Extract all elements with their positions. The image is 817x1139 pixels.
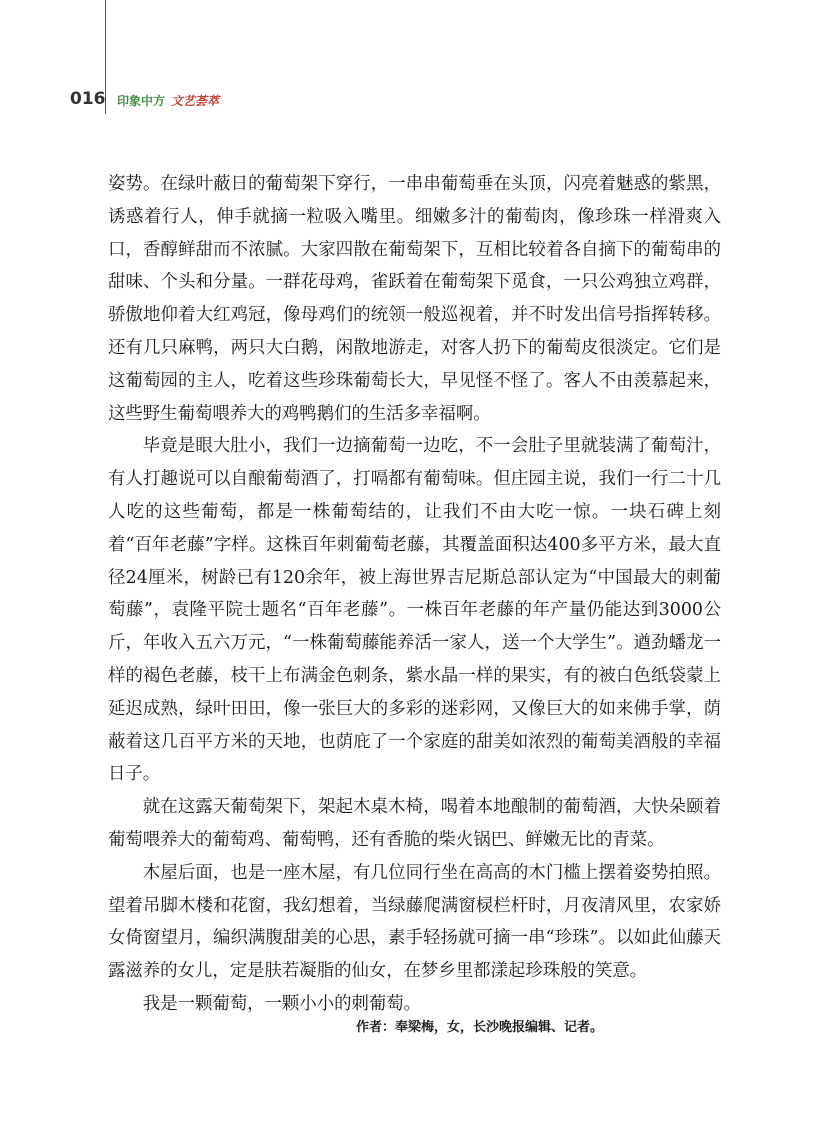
section-name: 文艺荟萃: [171, 94, 220, 108]
publication-name: 印象中方: [117, 94, 166, 108]
running-header: [117, 92, 219, 109]
paragraph-3: 就在这露天葡萄架下，架起木桌木椅，喝着本地酿制的葡萄酒，大快朵颐着葡萄喂养大的葡萄鸡、葡萄鸭，还有香脆的柴火锅巴、鲜嫩无比的青菜。: [108, 797, 721, 850]
paragraph-5: 我是一颗葡萄，一颗小小的刺葡萄。: [142, 993, 422, 1014]
paragraph-1: 姿势。在绿叶蔽日的葡萄架下穿行，一串串葡萄垂在头顶，闪亮着魅惑的紫黑，诱惑着行人，伸手就摘一粒吸入嘴里。细嫩多汁的葡萄肉，像珍珠一样滑爽入口，香醇鲜甜而不浓腻。大家四散在葡萄架下，互相比较着各自摘下的葡萄串的甜味、个头和分量。一群花母鸡，雀跃着在葡萄架下觅食，一只公鸡独立鸡群，骄傲地仰着大红鸡冠，像母鸡们的统领一般巡视着，并不时发出信号指挥转移。还有几只麻鸭，两只大白鹅，闲散地游走，对客人扔下的葡萄皮很淡定。它们是这葡萄园的主人，吃着这些珍珠葡萄长大，早见怪不怪了。客人不由羡慕起来，这些野生葡萄喂养大的鸡鸭鹅们的生活多幸福啊。: [108, 174, 721, 424]
author-credit: 作者：奉梁梅，女，长沙晚报编辑、记者。: [356, 1020, 604, 1035]
paragraph-4: 木屋后面，也是一座木屋，有几位同行坐在高高的木门槛上摆着姿势拍照。望着吊脚木楼和花窗，我幻想着，当绿藤爬满窗棂栏杆时，月夜清风里，农家娇女倚窗望月，编织满腹甜美的心思，素手轻扬就可摘一串“珍珠”。以如此仙藤天露滋养的女儿，定是肤若凝脂的仙女，在梦乡里都漾起珍珠般的笑意。: [108, 862, 721, 982]
page-number: 016: [70, 89, 106, 109]
paragraph-2: 毕竟是眼大肚小，我们一边摘葡萄一边吃，不一会肚子里就装满了葡萄汁，有人打趣说可以自酿葡萄酒了，打嗝都有葡萄味。但庄园主说，我们一行二十几人吃的这些葡萄，都是一株葡萄结的，让我们不由大吃一惊。一块石碑上刻着“百年老藤”字样。这株百年刺葡萄老藤，其覆盖面积达400多平方米，最大直径24厘米，树龄已有120余年，被上海世界吉尼斯总部认定为“中国最大的刺葡萄藤”，袁隆平院士题名“百年老藤”。一株百年老藤的年产量仍能达到3000公斤，年收入五六万元，“一株葡萄藤能养活一家人，送一个大学生”。遒劲蟠龙一样的褐色老藤，枝干上布满金色刺条，紫水晶一样的果实，有的被白色纸袋蒙上延迟成熟，绿叶田田，像一张巨大的多彩的迷彩网，又像巨大的如来佛手掌，荫蔽着这几百平方米的天地，也荫庇了一个家庭的甜美如浓烈的葡萄美酒般的幸福日子。: [108, 436, 721, 785]
article-body: [108, 168, 721, 1021]
